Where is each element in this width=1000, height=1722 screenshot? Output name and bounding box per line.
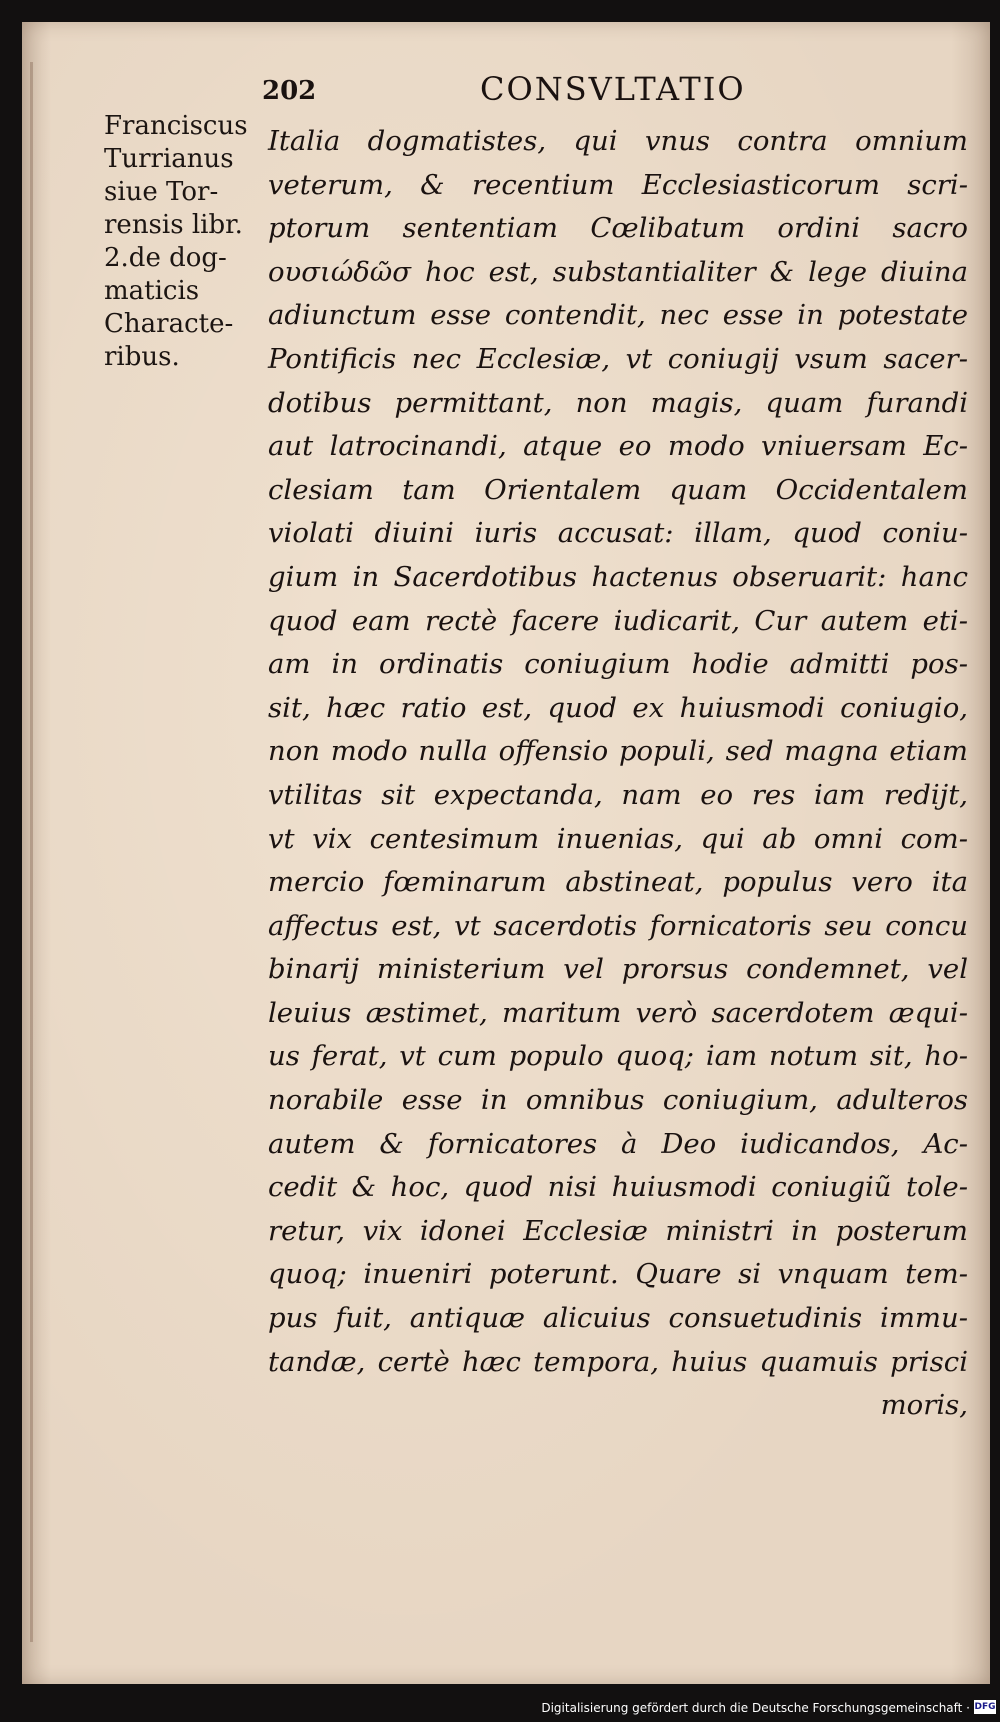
text-line: gium in Sacerdotibus hactenus obseruarit: hanc — [268, 560, 968, 593]
text-line: Pontificis nec Ecclesiæ, vt coniugij vsum sacer- — [268, 342, 968, 375]
margin-note-line: 2.de dog- — [104, 243, 227, 273]
text-line: us ferat, vt cum populo quoq; iam notum sit, ho- — [268, 1040, 968, 1073]
margin-note-line: rensis libr. — [104, 210, 243, 240]
text-line: mercio fœminarum abstineat, populus vero ita — [268, 866, 968, 899]
text-line: sit, hæc ratio est, quod ex huiusmodi coniugio, — [268, 691, 968, 724]
running-head: CONSVLTATIO — [480, 70, 746, 108]
text-line: cedit & hoc, quod nisi huiusmodi coniugiũ tole- — [268, 1171, 968, 1204]
text-line: aut latrocinandi, atque eo modo vniuersam Ec- — [268, 430, 968, 463]
margin-note-line: maticis — [104, 276, 200, 306]
text-line: vtilitas sit expectanda, nam eo res iam redijt, — [268, 778, 968, 811]
dfg-logo: DFG — [974, 1702, 996, 1712]
text-line: binarij ministerium vel prorsus condemnet, vel — [268, 953, 968, 986]
text-line: non modo nulla offensio populi, sed magna etiam — [268, 735, 968, 768]
text-line: ptorum sententiam Cœlibatum ordini sacro — [268, 212, 968, 245]
text-line: quoq; inueniri poterunt. Quare si vnquam tem- — [268, 1258, 968, 1291]
page-edge-shadow — [30, 62, 33, 1642]
funding-credit: Digitalisierung gefördert durch die Deutsche Forschungsgemeinschaft · — [541, 1701, 970, 1715]
text-line: Italia dogmatistes, qui vnus contra omnium — [268, 125, 968, 157]
margin-note-line: Characte- — [104, 309, 234, 339]
body-text — [268, 120, 968, 1428]
text-line: ουσιώδῶσ hoc est, substantialiter & lege diuina — [268, 255, 968, 288]
margin-note-line: Turrianus — [104, 144, 234, 174]
text-line: affectus est, vt sacerdotis fornicatoris seu concu — [268, 909, 968, 942]
text-line: quod eam rectè facere iudicarit, Cur autem eti- — [268, 604, 968, 637]
text-line: norabile esse in omnibus coniugium, adulteros — [268, 1084, 968, 1117]
text-line: leuius æstimet, maritum verò sacerdotem æqui- — [268, 996, 968, 1029]
catchword: moris, — [880, 1389, 968, 1422]
margin-note-line: Franciscus — [104, 111, 248, 141]
margin-note-line: siue Tor- — [104, 177, 219, 207]
text-line: autem & fornicatores à Deo iudicandos, Ac- — [268, 1127, 968, 1160]
text-line: vt vix centesimum inuenias, qui ab omni com- — [268, 822, 968, 855]
digitization-footer — [0, 1696, 1000, 1718]
page-number: 202 — [262, 76, 317, 106]
margin-note-line: ribus. — [104, 342, 180, 372]
text-line: retur, vix idonei Ecclesiæ ministri in posterum — [268, 1214, 968, 1247]
text-line: pus fuit, antiquæ alicuius consuetudinis immu- — [268, 1302, 968, 1335]
text-line: tandæ, certè hæc tempora, huius quamuis prisci — [268, 1345, 968, 1378]
text-line: dotibus permittant, non magis, quam furandi — [268, 386, 968, 419]
text-line: adiunctum esse contendit, nec esse in potestate — [268, 299, 968, 332]
text-line: clesiam tam Orientalem quam Occidentalem — [268, 473, 968, 506]
text-line: veterum, & recentium Ecclesiasticorum scri- — [268, 168, 968, 201]
margin-note — [104, 110, 264, 374]
text-line: violati diuini iuris accusat: illam, quod coniu- — [268, 517, 968, 550]
text-line: am in ordinatis coniugium hodie admitti pos- — [268, 648, 968, 681]
